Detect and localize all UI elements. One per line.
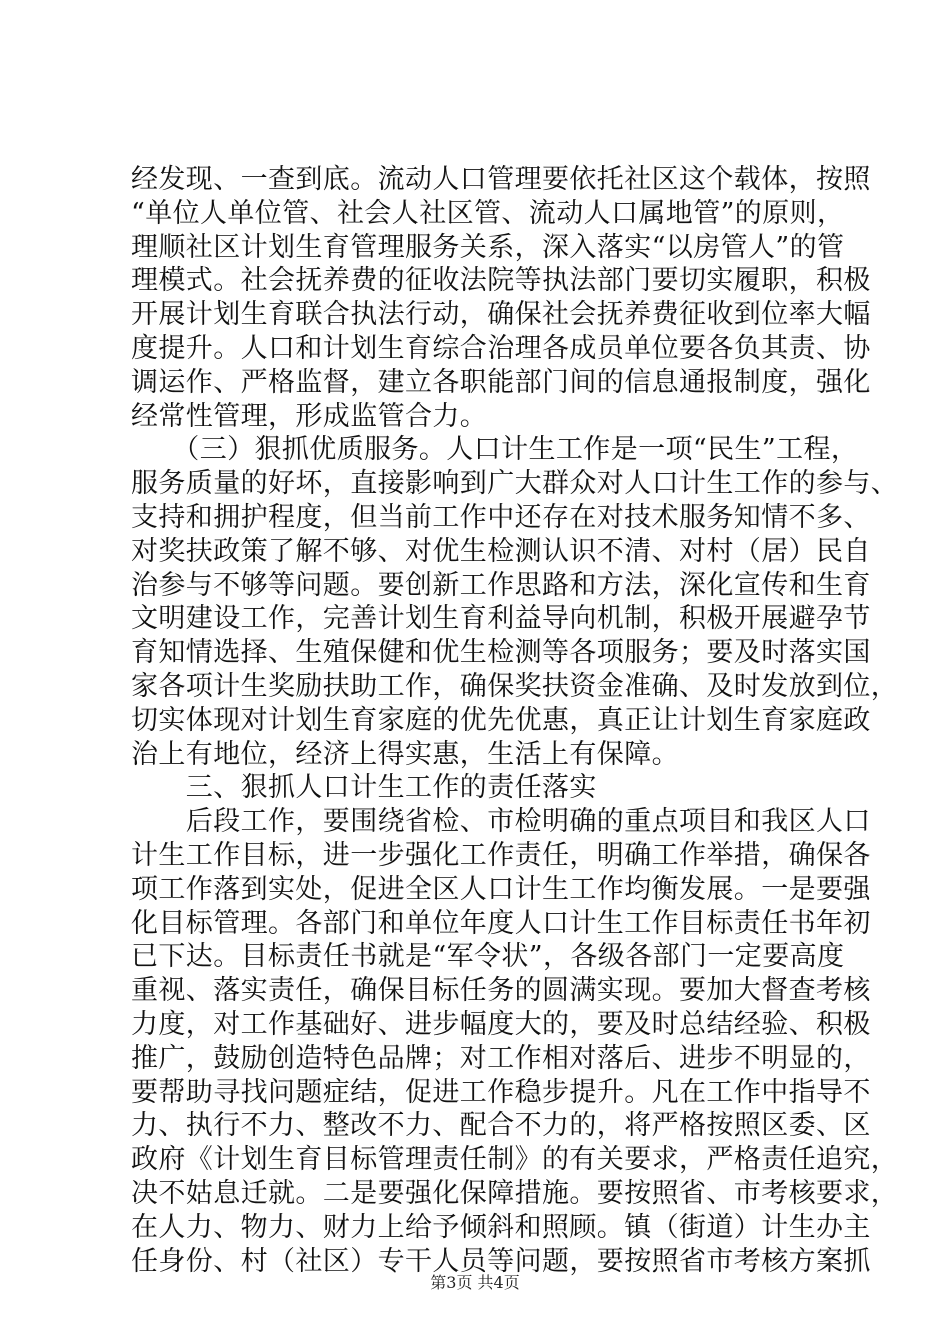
text-line: “单位人单位管、社会人社区管、流动人口属地管”的原则，: [131, 197, 845, 229]
text-line: 政府《计划生育目标管理责任制》的有关要求，严格责任追究，: [131, 1144, 899, 1176]
text-line: （三）狠抓优质服务。人口计生工作是一项“民生”工程，: [131, 434, 859, 466]
text-line: 支持和拥护程度，但当前工作中还存在对技术服务知情不多、: [131, 501, 871, 533]
text-line: 治上有地位，经济上得实惠，生活上有保障。: [131, 738, 679, 770]
text-line: 化目标管理。各部门和单位年度人口计生工作目标责任书年初: [131, 907, 871, 939]
text-line: 推广，鼓励创造特色品牌；对工作相对落后、进步不明显的，: [131, 1042, 871, 1074]
text-line: 开展计划生育联合执法行动，确保社会抚养费征收到位率大幅: [131, 299, 871, 331]
text-line: 度提升。人口和计划生育综合治理各成员单位要各负其责、协: [131, 332, 871, 364]
text-line: 经发现、一查到底。流动人口管理要依托社区这个载体，按照: [131, 164, 871, 195]
text-line: 文明建设工作，完善计划生育利益导向机制，积极开展避孕节: [131, 603, 871, 635]
text-line: 任身份、村（社区）专干人员等问题，要按照省市考核方案抓: [131, 1245, 871, 1277]
text-line: 育知情选择、生殖保健和优生检测等各项服务；要及时落实国: [131, 637, 871, 669]
text-line: 力、执行不力、整改不力、配合不力的，将严格按照区委、区: [131, 1110, 871, 1142]
text-line: 切实体现对计划生育家庭的优先优惠，真正让计划生育家庭政: [131, 704, 871, 736]
text-line: 后段工作，要围绕省检、市检明确的重点项目和我区人口: [131, 806, 871, 838]
page-footer: 第3页 共4页: [430, 1273, 520, 1292]
text-line: 重视、落实责任，确保目标任务的圆满实现。要加大督查考核: [131, 975, 871, 1007]
text-line: 决不姑息迁就。二是要强化保障措施。要按照省、市考核要求，: [131, 1177, 899, 1209]
text-line: 要帮助寻找问题症结，促进工作稳步提升。凡在工作中指导不: [131, 1076, 871, 1108]
text-line: 理模式。社会抚养费的征收法院等执法部门要切实履职，积极: [131, 265, 871, 297]
section-heading: 三、狠抓人口计生工作的责任落实: [131, 772, 597, 804]
text-line: 理顺社区计划生育管理服务关系，深入落实“以房管人”的管: [131, 231, 845, 263]
text-line: 对奖扶政策了解不够、对优生检测认识不清、对村（居）民自: [131, 535, 871, 567]
text-line: 计生工作目标，进一步强化工作责任，明确工作举措，确保各: [131, 839, 871, 871]
text-line: 家各项计生奖励扶助工作，确保奖扶资金准确、及时发放到位，: [131, 670, 899, 702]
body-text: [131, 163, 899, 1278]
text-line: 经常性管理，形成监管合力。: [131, 400, 488, 432]
text-line: 已下达。目标责任书就是“军令状”，各级各部门一定要高度: [131, 941, 845, 973]
text-line: 治参与不够等问题。要创新工作思路和方法，深化宣传和生育: [131, 569, 871, 601]
text-line: 在人力、物力、财力上给予倾斜和照顾。镇（街道）计生办主: [131, 1211, 871, 1243]
text-line: 服务质量的好坏，直接影响到广大群众对人口计生工作的参与、: [131, 468, 899, 500]
text-line: 调运作、严格监督，建立各职能部门间的信息通报制度，强化: [131, 366, 871, 398]
text-line: 项工作落到实处，促进全区人口计生工作均衡发展。一是要强: [131, 873, 871, 905]
text-line: 力度，对工作基础好、进步幅度大的，要及时总结经验、积极: [131, 1008, 871, 1040]
